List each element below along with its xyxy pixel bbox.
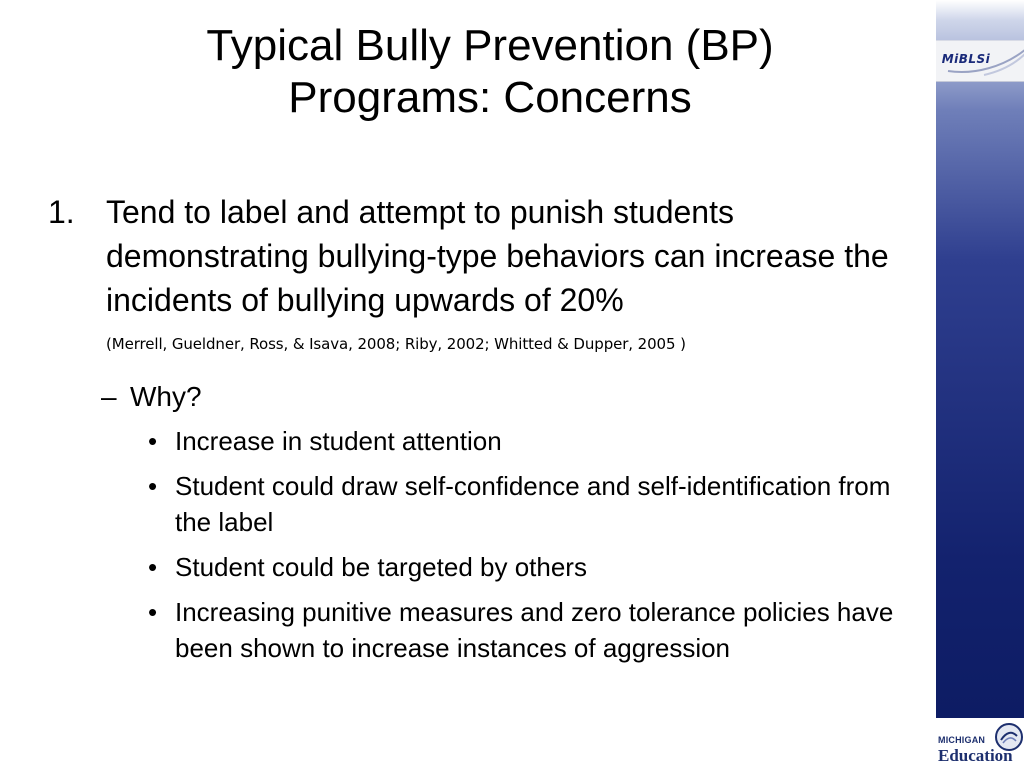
citation: (Merrell, Gueldner, Ross, & Isava, 2008; Riby, 2002; Whitted & Dupper, 2005 ) bbox=[106, 335, 686, 353]
item-text: Tend to label and attempt to punish students demonstrating bullying-type behaviors can increase the incidents of bullying upwards of 20% bbox=[106, 194, 889, 318]
sub-item-why bbox=[40, 380, 940, 414]
page-title bbox=[60, 20, 920, 124]
michigan-text: MICHIGAN bbox=[938, 735, 986, 745]
bullet-item bbox=[40, 468, 910, 540]
bullet-list bbox=[40, 423, 940, 666]
content-list bbox=[40, 190, 940, 666]
miblsi-logo bbox=[936, 40, 1024, 82]
bullet-dot-icon: • bbox=[148, 471, 158, 501]
michigan-education-logo bbox=[936, 718, 1024, 768]
bullet-text: Increase in student attention bbox=[175, 426, 502, 456]
bullet-dot-icon: • bbox=[148, 552, 158, 582]
title-line-2: Programs: Concerns bbox=[288, 73, 692, 122]
sidebar-gradient bbox=[936, 0, 1024, 768]
bullet-item bbox=[40, 423, 910, 459]
dash-bullet: – bbox=[101, 381, 117, 412]
bullet-dot-icon: • bbox=[148, 597, 158, 627]
title-line-1: Typical Bully Prevention (BP) bbox=[206, 21, 774, 70]
numbered-item-1 bbox=[40, 190, 940, 370]
bullet-item bbox=[40, 549, 910, 585]
item-number: 1. bbox=[48, 194, 75, 230]
education-text: Education bbox=[938, 746, 1013, 765]
bullet-text: Student could draw self-confidence and self-identification from the label bbox=[175, 471, 891, 537]
bullet-dot-icon: • bbox=[148, 426, 158, 456]
miblsi-logo-text: MiBLSi bbox=[941, 52, 991, 66]
bullet-text: Increasing punitive measures and zero tolerance policies have been shown to increase instances of aggression bbox=[175, 597, 894, 663]
sub-item-text: Why? bbox=[130, 381, 202, 412]
bullet-text: Student could be targeted by others bbox=[175, 552, 587, 582]
bullet-item bbox=[40, 594, 910, 666]
